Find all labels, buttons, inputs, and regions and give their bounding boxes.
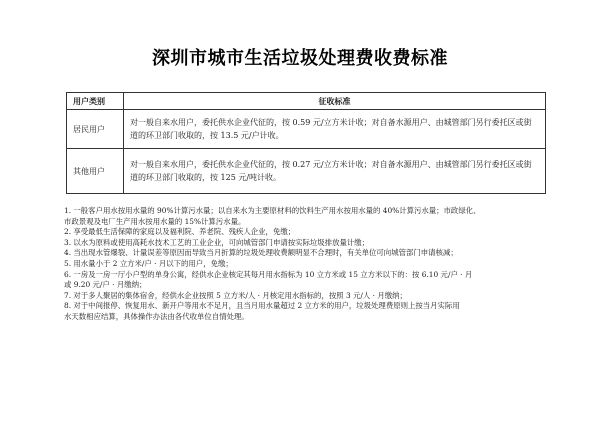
standard-cell: 对一般自来水用户，委托供水企业代征的，按 0.59 元/立方米计收；对自备水源用户、由城管部门另行委托区或街道的环卫部门收取的，按 13.5 元/户计收。 xyxy=(124,110,546,149)
note-line: 8. 对于中间报停、恢复用水、新开户等用水不足月，且当月用水量超过 2 立方米的用户，垃圾处理费原则上按当月实际用 xyxy=(64,301,460,311)
column-header-category: 用户类别 xyxy=(67,93,124,110)
category-cell: 其他用户 xyxy=(67,149,124,194)
note-line: 2. 享受最低生活保障的家庭以及福利院、养老院、残疾人企业，免缴； xyxy=(64,227,296,237)
table-header-row xyxy=(67,93,546,110)
table-row xyxy=(67,149,546,194)
note-line: 市政景观及电厂生产用水按用水量的 15%计算污水量。 xyxy=(64,216,246,226)
note-line: 4. 当出现水管爆裂、计量误差等原因而导致当月折算的垃圾处理收费额明显不合理时，有关单位可向城管部门申请核减； xyxy=(64,248,458,258)
fee-standard-table xyxy=(66,92,546,194)
note-line: 1. 一般客户用水按用水量的 90%计算污水量；以自来水为主要原材料的饮料生产用水按用水量的 40%计算污水量；市政绿化、 xyxy=(64,206,481,215)
notes-list xyxy=(64,206,550,323)
note-line: 或 9.20 元/户 · 月缴纳； xyxy=(64,280,147,290)
category-cell: 居民用户 xyxy=(67,110,124,149)
table-row xyxy=(67,110,546,149)
note-line: 水天数相应结算，具体操作办法由各代收单位自情处理。 xyxy=(64,311,249,321)
note-line: 3. 以水为原料或使用高耗水技术工艺的工业企业，可向城管部门申请按实际垃圾排放量计缴； xyxy=(64,237,370,247)
page-title: 深圳市城市生活垃圾处理费收费标准 xyxy=(152,48,448,69)
note-line: 5. 用水量小于 2 立方米/户 · 月以下的用户，免缴； xyxy=(64,258,233,268)
note-line: 7. 对于多人聚居的集体宿舍，经供水企业按照 5 立方米/人 · 月核定用水指标的，按照 3 元/人 · 月缴纳； xyxy=(64,290,407,300)
standard-cell: 对一般自来水用户，委托供水企业代征的，按 0.27 元/立方米计收；对自备水源用户、由城管部门另行委托区或街道的环卫部门收取的，按 125 元/吨计收。 xyxy=(124,149,546,194)
column-header-standard: 征收标准 xyxy=(124,93,546,110)
note-line: 6. 一房及一房一厅小户型的单身公寓，经供水企业核定其每月用水指标为 10 立方米或 15 立方米以下的：按 6.10 元/户 · 月 xyxy=(64,269,473,279)
